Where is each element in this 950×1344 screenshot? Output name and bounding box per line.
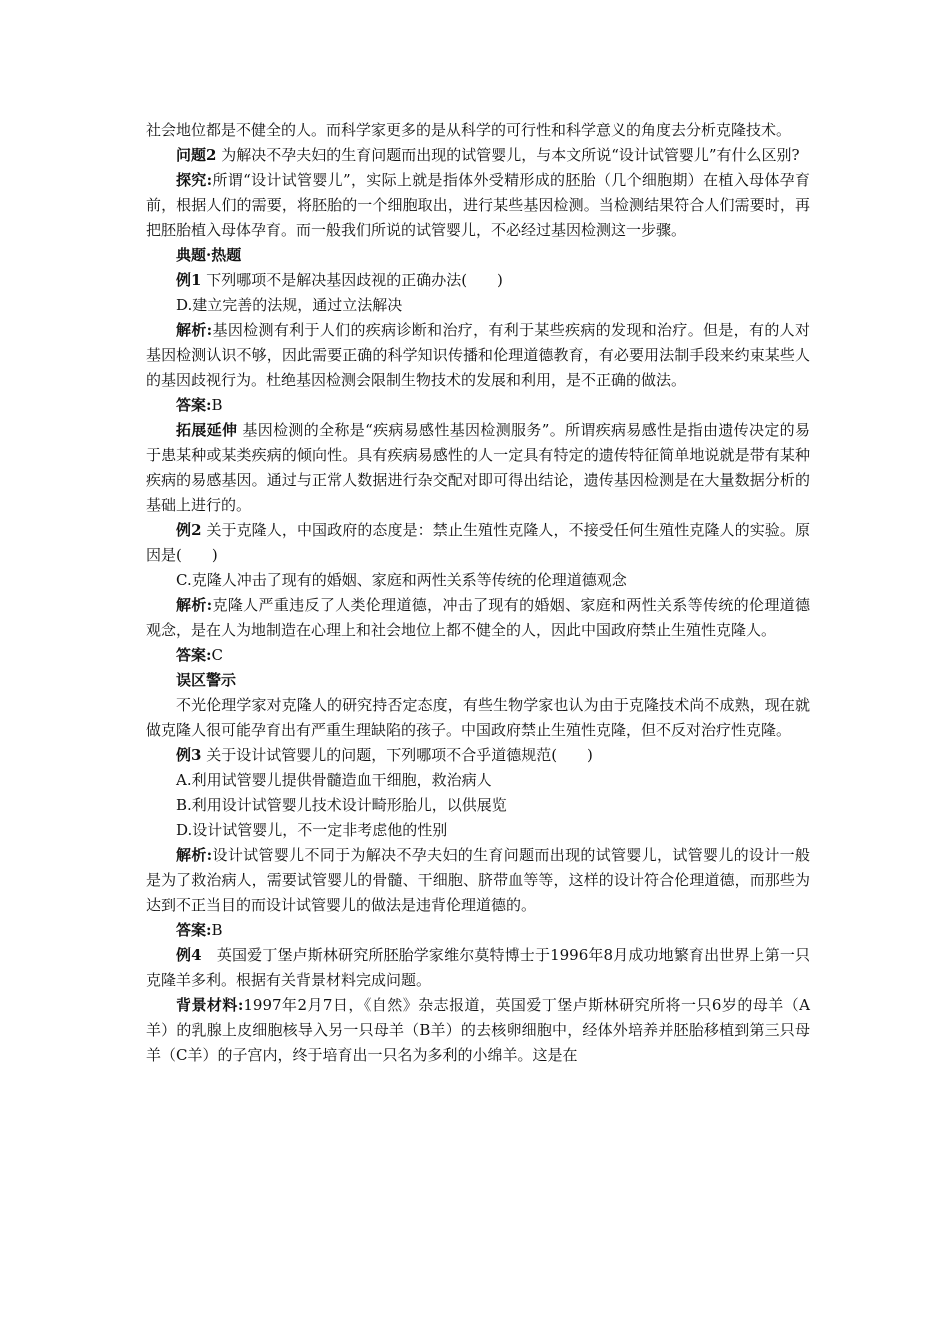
extension-label: 拓展延伸 xyxy=(176,421,238,439)
example-2-answer-value: C xyxy=(211,646,224,664)
document-page xyxy=(146,118,810,1068)
extension-text: 基因检测的全称是“疾病易感性基因检测服务”。所谓疾病易感性是指由遗传决定的易于患某种或某类疾病的倾向性。具有疾病易感性的人一定具有特定的遗传特征简单地说就是带有某种疾病的易感基因。通过与正常人数据进行杂交配对即可得出结论，遗传基因检测是在大量数据分析的基础上进行的。 xyxy=(146,421,810,514)
explore-label: 探究: xyxy=(176,171,213,189)
analysis-label: 解析: xyxy=(176,846,213,864)
example-4-text: 英国爱丁堡卢斯林研究所胚胎学家维尔莫特博士于1996年8月成功地繁育出世界上第一只克隆羊多利。根据有关背景材料完成问题。 xyxy=(146,946,810,989)
question-2-text: 为解决不孕夫妇的生育问题而出现的试管婴儿，与本文所说“设计试管婴儿”有什么区别? xyxy=(216,146,800,164)
example-4-label: 例4 xyxy=(176,946,202,964)
example-3-text: 关于设计试管婴儿的问题，下列哪项不合乎道德规范( ) xyxy=(201,746,593,764)
example-1-text: 下列哪项不是解决基因歧视的正确办法( ) xyxy=(201,271,503,289)
example-1 xyxy=(146,268,810,293)
warning-text: 不光伦理学家对克隆人的研究持否定态度，有些生物学家也认为由于克隆技术尚不成熟，现在就做克隆人很可能孕育出有严重生理缺陷的孩子。中国政府禁止生殖性克隆，但不反对治疗性克隆。 xyxy=(146,696,810,739)
example-3-analysis-text: 设计试管婴儿不同于为解决不孕夫妇的生育问题而出现的试管婴儿，试管婴儿的设计一般是为了救治病人，需要试管婴儿的骨髓、干细胞、脐带血等等，这样的设计符合伦理道德，而那些为达到不正当目的而设计试管婴儿的做法是违背伦理道德的。 xyxy=(146,846,810,914)
example-3-option-b: B.利用设计试管婴儿技术设计畸形胎儿，以供展览 xyxy=(176,796,507,814)
example-4 xyxy=(146,943,810,993)
example-2-analysis xyxy=(146,593,810,643)
explore-paragraph xyxy=(146,168,810,243)
background-material xyxy=(146,993,810,1068)
explore-text: 所谓“设计试管婴儿”，实际上就是指体外受精形成的胚胎（几个细胞期）在植入母体孕育前，根据人们的需要，将胚胎的一个细胞取出，进行某些基因检测。当检测结果符合人们需要时，再把胚胎植入母体孕育。而一般我们所说的试管婴儿，不必经过基因检测这一步骤。 xyxy=(146,171,810,239)
example-2 xyxy=(146,518,810,568)
analysis-label: 解析: xyxy=(176,596,213,614)
example-3-answer xyxy=(146,918,810,943)
answer-label: 答案: xyxy=(176,921,212,939)
example-3-option-a: A.利用试管婴儿提供骨髓造血干细胞，救治病人 xyxy=(176,771,492,789)
example-2-text: 关于克隆人，中国政府的态度是：禁止生殖性克隆人，不接受任何生殖性克隆人的实验。原因是( ) xyxy=(146,521,810,564)
example-2-option-c: C.克隆人冲击了现有的婚姻、家庭和两性关系等传统的伦理道德观念 xyxy=(176,571,627,589)
question-2 xyxy=(146,143,810,168)
warning-heading: 误区警示 xyxy=(176,671,237,689)
paragraph-intro: 社会地位都是不健全的人。而科学家更多的是从科学的可行性和科学意义的角度去分析克隆技术。 xyxy=(146,121,792,139)
example-1-option-d: D.建立完善的法规，通过立法解决 xyxy=(176,296,403,314)
example-1-answer xyxy=(146,393,810,418)
example-3 xyxy=(146,743,810,768)
example-3-option-d: D.设计试管婴儿，不一定非考虑他的性别 xyxy=(176,821,448,839)
background-label: 背景材料: xyxy=(176,996,244,1014)
example-2-label: 例2 xyxy=(176,521,202,539)
question-2-label: 问题2 xyxy=(176,146,217,164)
background-text: 1997年2月7日，《自然》杂志报道，英国爱丁堡卢斯林研究所将一只6岁的母羊（A羊）的乳腺上皮细胞核导入另一只母羊（B羊）的去核卵细胞中，经体外培养并胚胎移植到第三只母羊（C羊）的子宫内，终于培育出一只名为多利的小绵羊。这是在 xyxy=(146,996,810,1064)
example-1-analysis xyxy=(146,318,810,393)
example-1-answer-value: B xyxy=(211,396,223,414)
example-2-answer xyxy=(146,643,810,668)
example-1-label: 例1 xyxy=(176,271,202,289)
extension-paragraph xyxy=(146,418,810,518)
example-3-label: 例3 xyxy=(176,746,202,764)
example-1-analysis-text: 基因检测有利于人们的疾病诊断和治疗，有利于某些疾病的发现和治疗。但是，有的人对基因检测认识不够，因此需要正确的科学知识传播和伦理道德教育，有必要用法制手段来约束某些人的基因歧视行为。杜绝基因检测会限制生物技术的发展和利用，是不正确的做法。 xyxy=(146,321,810,389)
answer-label: 答案: xyxy=(176,646,212,664)
example-2-analysis-text: 克隆人严重违反了人类伦理道德，冲击了现有的婚姻、家庭和两性关系等传统的伦理道德观念，是在人为地制造在心理上和社会地位上都不健全的人，因此中国政府禁止生殖性克隆人。 xyxy=(146,596,810,639)
analysis-label: 解析: xyxy=(176,321,213,339)
answer-label: 答案: xyxy=(176,396,212,414)
section-heading: 典题·热题 xyxy=(176,246,242,264)
example-3-answer-value: B xyxy=(211,921,223,939)
example-3-analysis xyxy=(146,843,810,918)
